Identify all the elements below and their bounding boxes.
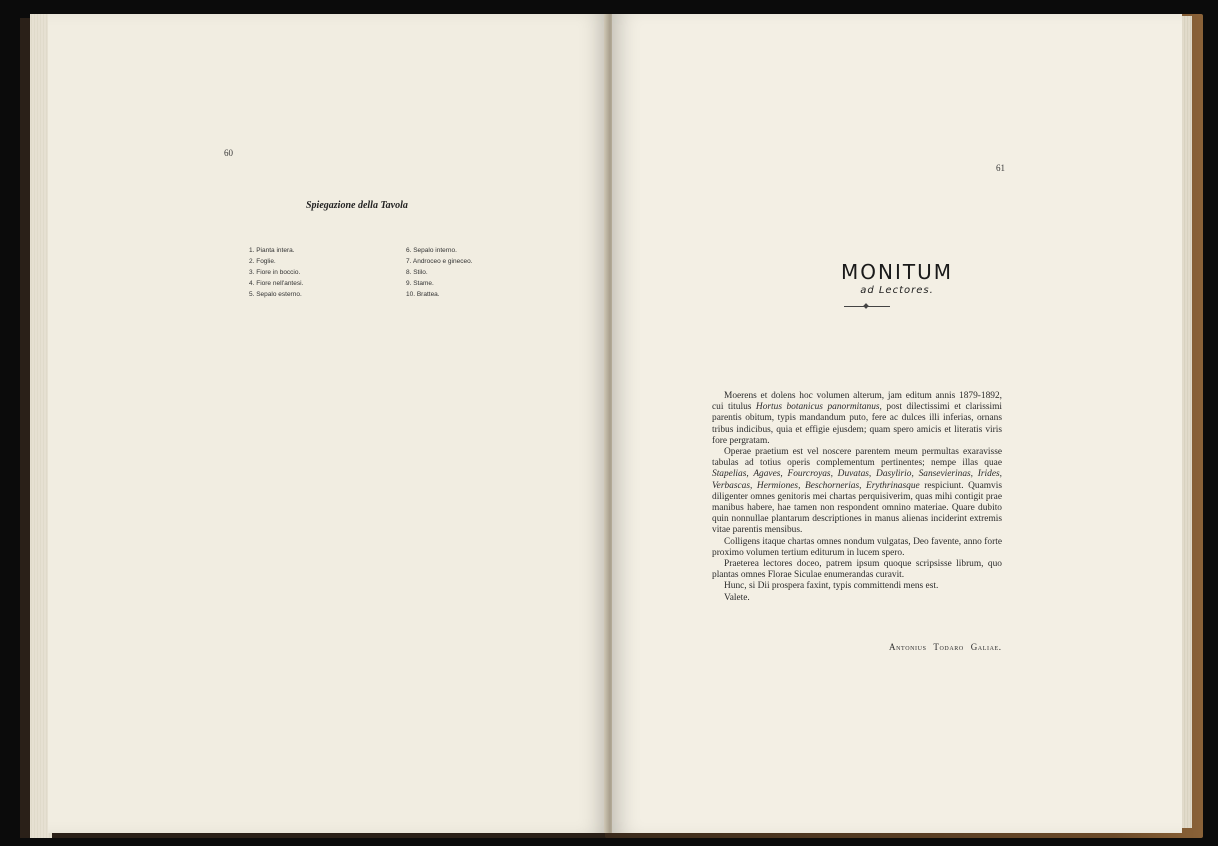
legend-item: 6. Sepalo interno.	[406, 247, 457, 254]
ornament-divider	[844, 306, 890, 310]
page-title: MONITUM	[841, 260, 953, 284]
genera-list: Stapelias, Agaves, Fourcroyas, Duvatas, Dasylirio, Sansevierinas, Irides, Verbascas, Hermiones, Beschornerias, Erythrinasque	[712, 469, 1002, 491]
paragraph: Moerens et dolens hoc volumen alterum, jam editum annis 1879-1892, cui titulus Hortus botanicus panormitanus, post dilectissimi et clarissimi parentis obitum, typis mandandum puto, fere ac dulces illi inferias, ornans tribus indicibus, quia et effigie ejusdem; quam spero amicis et literatis viris fore pergratam.	[712, 391, 1003, 446]
legend-item: 1. Pianta intera.	[249, 247, 295, 254]
page-subtitle: ad Lectores.	[860, 285, 934, 296]
plate-explanation-title: Spiegazione della Tavola	[306, 200, 408, 211]
legend-item: 10. Brattea.	[406, 291, 440, 298]
right-page	[612, 14, 1182, 833]
legend-item: 2. Foglie.	[249, 258, 276, 265]
paragraph: Hunc, si Dii prospera faxint, typis committendi mens est.	[724, 581, 939, 592]
left-page	[48, 14, 608, 833]
signature: Antonius Todaro Galiae.	[889, 642, 1002, 652]
legend-item: 7. Androceo e gineceo.	[406, 258, 473, 265]
legend-item: 3. Fiore in boccio.	[249, 269, 301, 276]
legend-item: 9. Stame.	[406, 280, 434, 287]
preface-body	[712, 391, 1002, 604]
paragraph: Praeterea lectores doceo, patrem ipsum quoque scripsisse librum, quo plantas omnes Florae Siculae enumerandas curavit.	[712, 559, 1002, 581]
plate-legend-column-2	[406, 245, 473, 300]
page-number-left: 60	[224, 148, 233, 158]
page-number-right: 61	[996, 163, 1005, 173]
book-title: Hortus botanicus panormitanus,	[755, 402, 882, 413]
paragraph: Operae praetium est vel noscere parentem meum permultas exaravisse tabulas ad totius operis complementum pertinentes; nempe illas quae Stapelias, Agaves, Fourcroyas, Duvatas, Dasylirio, Sansevierinas, Irides, Verbascas, Hermiones, Beschornerias, Erythrinasque respiciunt. Quamvis diligenter omnes genitoris mei chartas perquisiverim, quas mihi contigit prae manibus habere, hae tamen non respondent omnino materiae. Quare dubito quin nonnullae plantarum descriptiones in manus alienas inciderint extremis vitae parentis mensibus.	[712, 447, 1002, 536]
paragraph: Colligens itaque chartas omnes nondum vulgatas, Deo favente, anno forte proximo volumen tertium editurum in lucem spero.	[712, 536, 1002, 558]
legend-item: 4. Fiore nell'antesi.	[249, 280, 304, 287]
legend-item: 5. Sepalo esterno.	[249, 291, 302, 298]
paragraph: Valete.	[724, 592, 750, 603]
legend-item: 8. Stilo.	[406, 269, 428, 276]
plate-legend-column-1	[249, 245, 303, 300]
